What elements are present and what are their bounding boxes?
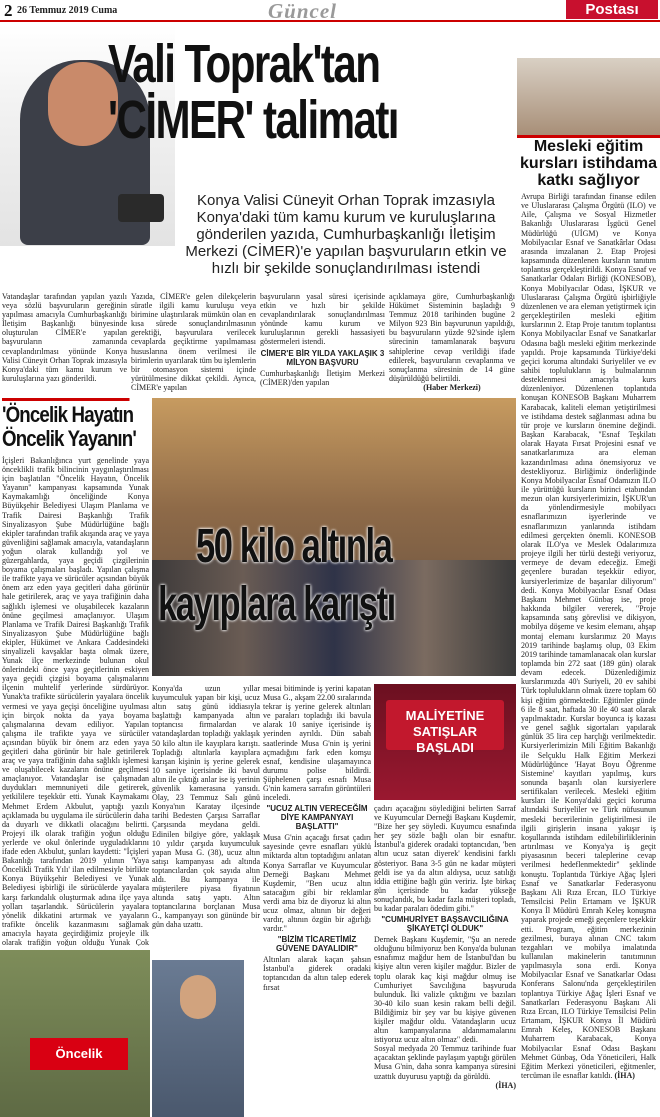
banner-line-1: MALİYETİNE bbox=[405, 708, 485, 723]
banner-line-2: SATIŞLAR bbox=[412, 724, 478, 739]
sidebar-body: Avrupa Birliği tarafından finanse edilen ve Uluslararası Çalışma Örgütü (ILO) ve Aile, Çalışma ve Sosyal Hizmetler Bakanlığı Uluslararası İşgücü Genel Müdürlüğü (UİGM) ve Konya Mobilyacılar Esnaf ve Sanatkârlar Odası arasında imzalanan 2. Etap Projesi kapsamında düzenlenen kursların tanıtım toplantısı gerçekleştirildi. Konya Esnaf ve Sanatkarlar Odaları Birliği (KONESOB), Konya Mobilyacılar Odası, İŞKUR ve Uluslararası Çalışma Örgütü işbirliğiyle düzenlenen ve ara eleman yetiştirmek için gerçekleştirilen mesleki eğitim kurslarının 2. Etap Proje tanıtım toplantısı Konya Mobilyacılar Esnaf ve Sanatkarlar Odasına bağlı mesleki eğitim merkezinde yapıldı. Proje kapsamında Türkiye'deki geçici koruma altındaki Suriyeliler ve ev sahibi toplulukların iş bulmalarının desteklenmesi amacıyla kurs düzenleniyor. Düzenlenen toplantıda konuşan KONESOB Başkanı Muharrem Karabacak, kaliteli eleman yetiştirilmesi ve istihdama destek sağlanması adına bu tür proje ve kursların önemine değindi. Başkan Karabacak, "Esnaf Teşkilatı olarak Hayata Fırsat Projesini esnaf ve sanatkarlarımıza ara eleman kazandırılması adına önemsiyoruz ve destekliyoruz. Birliğimiz önderliğinde Konya Mobilyacılar Esnaf Odamızın ILO ile yürüttüğü kursların birinci etabından mezun olan kursiyerlerimizin, İŞKUR'un da yönlendirmesiyle mobilyacı esnaflarımızın işyerlerinde ve esnaflarımızın yanlarında istihdam edilmesi gerçekten önemli. KONESOB olarak ILO'ya ve Meslek Odalarımıza projeye ilgili her türlü desteği veriyoruz, vermeye de devam edeceğiz. Emeği geçenlere buradan teşekkür ediyor, kursiyerlerimize de başarılar diliyorum" dedi. Konya Mobilyacılar Esnaf Odası Başkanı Mehmet Günbaş ise, proje hakkında bilgiler vererek, "Proje kapsamında satış görevlisi ve dikişyon, mobilya döşeme ve kesim elemanı, ahşap montaj elemanı kurslarımız 20 Mayıs 2019 tarihinde başlamış olup, 03 Ekim 2019 tarihinde tamamlanacak olan kurslar toplamda bin 272 saat (189 gün) olarak devam edecek. Düzenlediğimiz kurslarımızda 40'ı Suriyeli, 20 ev sahibi Türk toplulukların olmak üzere toplam 60 kişi eğitim görmektedir. Eğitimler günde 6 ile 8 saat, haftada 30 ile 40 saat olarak yapılmaktadır. Kurslar boyunca iş kazası ve genel sağlık sigortaları yapılarak günlük 35 lira cep harçlığı verilmektedir. Kursiyerlerimizin Mili Eğitim Bakanlığı ile Selçuklu Halk Eğitim Merkezi Müdürlüğünce 'Hayat Boyu Öğrenme Sistemine' kayıtları yapılmış, kurs sonunda başarılı olan kursiyerlere sertifikaları verilecek. Mesleki eğitim kursları ile Konya'daki geçici koruma altındaki Suriyeliler ve Türk nüfusunun mesleki becerilerinin geliştirilmesi ile ilgili girişlerin insana yakışır iş koşullarında istihdam edilebilirliklerinin artırılması ve Konya'ya iş geçit piyasasının beceri taleplerine cevap verilmesi hedeflenmektedir" şeklinde konuştu. Toplantıda Türkiye Ağaç İşleri Esnaf ve Sanatkarlar Federasyonu Başkanı Ali Rıza Ercan, ILO Türkiye Temsilcisi Pelin Ertamam ve İŞKUR Konya İl Müdürü Emrah Keleş konuşma yaparak projede emeği geçenlere teşekkür etti. Program, eğitim merkezinin gezilmesi, buraya alınan CNC takım tezgahları ve mobilya imalatında kullanılan makinelerin tanıtımının yapılmasıyla sona erdi. Konya Mobilyacılar Esnaf ve Sanatkarlar Odası Konferans Salonu'nda gerçekleştirilen toplantıya Türkiye Ağaç İşleri Esnaf ve Sanatkarları Federasyonu Başkanı Ali Rıza Ercan, ILO Türkiye Temsilcisi Pelin Ertamam, İŞKUR Konya İl Müdürü Emrah Keleş, KONESOB Başkanı Muharrem Karabacak, Konya Mobilyacılar Esnaf Odası Başkanı Mehmet Günbaş, Oda Yöneticileri, Halk Eğitim Merkezi yöneticileri, eğitmenler, tercüman ile esnaflar katıldı. bbox=[521, 192, 656, 1080]
main-col-3 bbox=[260, 292, 385, 392]
gold-col-2-subhead: "UCUZ ALTIN VERECEĞİM DİYE KAMPANYAYI BAŞLATTI" bbox=[266, 804, 368, 832]
main-col-4 bbox=[389, 292, 515, 392]
gold-col-2-text: mesai bitiminde iş yerini kapatan Musa G., akşam 22.00 sıralarında tekrar iş yerine gelerek altınları ve paraları topladığı iki bavula alarak 10 saniye içerisinde iş yerinden ayrıldı. Dün sabah saatlerinde Musa G'nin iş yerini açmadığını fark eden komşu esnaf, kendisine ulaşamayınca durumu polise bildirdi. Şüphelenen çarşı esnafı Musa G'nin kamera sarrafın görüntüleri inceledi. bbox=[263, 684, 371, 803]
banner-line-3: BAŞLADI bbox=[416, 740, 474, 755]
gold-col-3-text: çadırı açacağını söylediğini belirten Sarraf ve Kuyumcular Derneği Başkanı Kuşdemir, "Bize her şey söyledi. Kuyumcu esnafında her şey sözle bağlı olan bir esnaftır. İstanbul'a giderek oradaki toptancıdan, 'ben altın ucuz satan diyerek' kendisini farklı gösteriyor. Bana 3-5 gün ne kadar müşteri geldi ise ya da altın aldıysa, ucuz satılığı iddia ettiğine bağlı gün veririz. İşte birkaç gün içerisinde bu kadar yükseğe sonuçlandık, bu kadar fazla müşteri topladı, bu kadar paraları ödedim gibi." bbox=[374, 804, 516, 914]
store-banner bbox=[386, 700, 504, 755]
headline-line-2: 'CİMER' talimatı bbox=[108, 90, 398, 150]
oncelik-title bbox=[2, 398, 136, 451]
headline-line-1: Vali Toprak'tan bbox=[108, 34, 380, 94]
sidebar-text bbox=[521, 192, 656, 1112]
page-number: 2 bbox=[4, 1, 13, 20]
gold-col-2-subhead-2: "BİZİM TİCARETİMİZ GÜVENE DAYALIDIR" bbox=[276, 935, 358, 954]
main-col-3-text: başvuruların yasal süresi içerisinde etkin ve hızlı bir şekilde cevaplandırılarak sonuçlandırılması yönünde kamu kurum ve kuruluşlarının gerekli hassasiyeti göstermeleri istendi. bbox=[260, 292, 385, 347]
oncelik-sign: Öncelik bbox=[30, 1038, 128, 1070]
oncelik-body: İçişleri Bakanlığınca yurt genelinde yaya önceklikli trafik bilincinin yaygınlaştırılması için başlatılan "Öncelik Hayatın, Öncelik Yayanın" kampanyası kapsamında Yunak Kaymakamlığı önceliğinde Konya Büyükşehir Belediyesi Ulaşım Planlama ve Trafik Dairesi Başkanlığı Trafik Sinyalizasyon Şube Müdürlüğüne bağlı ekipler tarafından trafik akışında araç ve yaya güvenliğini sağlamak amacıyla, vatandaşların yoğun olarak kullandığı yol ve güzergahlarda, yaya geçidi çizgilerinin boyama çalışmaları başladı. Yapılan çalışma ile trafikte yaya ve sürücüler açısından büyük önem arz eden yaya geçitleri daha görünür hale getirilerek, araç ve yaya trafiğinin daha sağlıklı işlemesi ve oluşabilecek kazaların önüne geçilmesi amaçlanıyor. Ulaşım Planlama ve Trafik Dairesi Başkanlığı Trafik Sinyalizasyon Şube Müdürlüğüne bağlı ekipler, Hükümet ve Ankara Caddesindeki sinyalizeli kavşaklar başta olmak üzere, Yunak ilçe merkezinde bulunan okul önlerindeki önce yaya geçitlerinin eskiyen yaya geçidi çizgisi boyama çalışmalarını ilçenin muhtelif yerlerinde sürdürüyor. Yunak'ta trafikte sürücülerin yayalara öncelik vermesi ve yaya geçişi önceliğine uyulması için birçok nokta da yaya boyama çalışmalarına devam ediliyor. Yapılan çalışma ile trafikte yaya ve sürücüler açısından büyük bir önem arz eden yaya geçitleri daha görünür bir hale getirilerek araç ve yaya trafiğinin daha sağlıklı işlemesi ve oluşabilecek kazaların önüne geçilmesi amaçlanıyor. Vatandaşlar ise çalışmadan duydukları memnuniyeti dile getirerek, yetkililere teşekkür etti. Yunak Kaymakamı Mehmet Erdem Akbulut, yaptığı yazılı açıklamada bu uygulama ile sürücülerin daha da duyarlı ve dikkatli olacağını belirtti. Projeyi ilk olarak trafiğin yoğun olduğu yerlerde ve okul önlerinde uyguladıklarını ifade eden Akbulut, şunları kaydetti: "İçişleri Bakanlığı tarafından 2019 yılının 'Yaya Öncelikli Trafik Yılı' ilan edilmesiyle birlikte Konya Büyükşehir Belediyesi ve Yunak Belediyesi işbirliği ile sürücülerde yayalara karşı farkındalık oluşturmak adına ilçe yaya yolları taşarlandık. Sürücülerin yayalara yönelik dikkatini artırmak ve yayaların trafikte öncelik kazanmasını sağlamak amacıyla hayata geçirdiğimiz projeyle ilk olarak trafiğin yoğun olduğu Yunak Çok bbox=[2, 456, 149, 946]
gold-col-3-text-b: Dernek Başkanı Kuşdemir, "Şu an nerede olduğunu bilmiyoruz ben Konya'da bulunan esnafımız mağdur hem de İstanbul'dan bu kişiye altın veren kişiler mağdur. Bizler de toplu olarak kaç kişi mağdur olmuş ise Cumhuriyet Savcılığına başvuruda bulunduk. İki valizle çıktığını ve bazıları 30-40 kilo suan kesin rakam belli değil. Bildiğimiz bir şey var bu kişiye güvenen kişiler mağdur oldu. Vatandaşların ucuz altın kampanyalarına aldanmamalarını istiyoruz ucuz altın olmaz" dedi. bbox=[374, 935, 516, 1045]
gold-col-2 bbox=[263, 684, 371, 1114]
gold-col-2-text-c: Altınları alarak kaçan şahsın İstanbul'a giderek oradaki toptancıdan da altın talep ederek fırsat bbox=[263, 955, 371, 992]
sidebar-title: Mesleki eğitim kursları istihdama katkı sağlıyor bbox=[520, 138, 657, 189]
sidebar-signature: (İHA) bbox=[614, 1071, 635, 1080]
gold-col-3-text-c: Sosyal medyada 20 Temmuz tarihinde fuar açacaktan şeklinde paylaşım yaptığı görülen Musa G'nin, daha sonra kampanya süresini uzattık duyurusu yaptığı da görüldü. bbox=[374, 1044, 516, 1081]
suspect-face bbox=[180, 975, 216, 1019]
gold-title-2: kayıplara karıştı bbox=[158, 578, 395, 631]
microphone-icon bbox=[118, 194, 164, 222]
section-title: Güncel bbox=[268, 0, 337, 23]
gold-signature: (İHA) bbox=[495, 1080, 516, 1090]
main-signature: (Haber Merkezi) bbox=[423, 382, 481, 392]
crosswalk-photo bbox=[0, 950, 150, 1117]
issue-date: 26 Temmuz 2019 Cuma bbox=[17, 5, 118, 16]
gold-title-1: 50 kilo altınla bbox=[196, 520, 392, 573]
gold-col-3 bbox=[374, 804, 516, 1114]
page-header bbox=[0, 0, 660, 22]
oncelik-text bbox=[2, 456, 149, 946]
main-col-4-text: açıklamaya göre, Cumhurbaşkanlığı Hükümet Sisteminin başladığı 9 Temmuz 2018 tarihinden bugüne 2 Milyon 923 Bin başvurunun yapıldığı, bu başvuruların yüzde 92'sinde işlem sürecinin tamamlanarak başvuru sahiplerine cevap verildiği ifade edilerek, başvuruların cevaplanma ve sonuçlanma süresinin de 14 güne düşürüldüğü belirtildi. bbox=[389, 292, 515, 383]
gold-col-3-subhead: "CUMHURİYET BAŞSAVCILIĞINA ŞİKAYETÇİ OLDUK" bbox=[381, 915, 509, 934]
sidebar-photo bbox=[517, 58, 660, 138]
newspaper-logo: Postası bbox=[566, 0, 658, 19]
main-col-3-subhead: CİMER'E BİR YILDA YAKLAŞIK 3 MİLYON BAŞVURU bbox=[260, 348, 385, 367]
headline-deck: Konya Valisi Cüneyit Orhan Toprak imzasıyla Konya'daki tüm kamu kurum ve kuruluşlarına gönderilen yazıda, Cumhurbaşkanlığı İletişim Merkezi (CİMER)'e yapılan başvuruların etkin ve hızlı bir şekilde sonuçlandırılması istendi bbox=[185, 192, 507, 277]
main-col-3-text-b: Cumhurbaşkanlığı İletişim Merkezi (CİMER)'den yapılan bbox=[260, 368, 385, 387]
main-headline bbox=[108, 36, 436, 148]
gold-col-2-text-b: Musa G'nin açacağı fırsat çadırı sayesinde çevre esnafları yüklü miktarda altın toptadığını anlatan Konya Sarraflar ve Kuyumcular Derneği Başkanı Mehmet Kuşdemir, "Ben ucuz altın satacağım gibi bir reklamlar verdi ama biz de diyoruz ki altın ucuz olmaz, altının bir değeri vardır, altının özgün bir ağırlığı vardır." bbox=[263, 833, 371, 934]
main-col-2: Yazıda, CİMER'e gelen dilekçelerin süratle ilgili kamu kuruluşu veya birimine ulaştırılarak mümkün olan en kısa sürede sonuçlandırılmasının gerektiği, başvurulara verilecek cevaplarda geçiktirme yapılmaması hususlarına önem verilmesi ile birimlerin uyarılarak tüm bu işlemlerin bir otomasyon sistemi içinde yürütülmesine dikkat çekildi. Ayrıca, CİMER'e yapılan bbox=[131, 292, 256, 392]
oncelik-title-2: Öncelik Yayanın' bbox=[2, 426, 136, 451]
gold-col-1: Konya'da uzun yıllar kuyumculuk yapan bir kişi, ucuz altın satış günü iddiasıyla başlattığı kampanyada altın toptancısı firmalardan ve vatandaşlardan topladığı yaklaşık 50 kilo altın ile kayıplara karıştı. Topladığı altınlarla kayıplara karışan kişinin iş yerine gelerek 10 saniye içerisinde iki bavul altın ile çıktığı anlar ise iş yerinin güvenlik kamerasına yansıdı. Olay, 23 Temmuz Salı günü Konya'nın Karatay ilçesinde tarihi Bedesten Çarşısı Sarraflar Çarşısında meydana geldi. Edinilen bilgiye göre, yaklaşık 10 yıldır çarşıda kuyumculuk yapan Musa G. (38), ucuz altın satışı kampanyası adı altında toptancılardan çok sayıda altın aldı. Bu kampanya ile müşterilere piyasa fiyatının altında satış yaptı. Altın toptancılarına borçlanan Musa G., kampanyayı son gününde bir gün daha uzattı. bbox=[152, 684, 260, 930]
main-col-1: Vatandaşlar tarafından yapılan yazılı veya sözlü başvuruların gereğinin yapılması amacıyla Cumhurbaşkanlığı İletişim Başkanlığı bünyesinde oluşturulan CİMER'e yapılan başvuruların zamanında cevaplandırılması yönünde Konya Valisi Cüneyit Orhan Toprak imzasıyla Konya'daki tüm kamu kurum ve kuruluşlarına yazı gönderildi. bbox=[2, 292, 127, 383]
oncelik-title-1: 'Öncelik Hayatın bbox=[2, 402, 134, 427]
